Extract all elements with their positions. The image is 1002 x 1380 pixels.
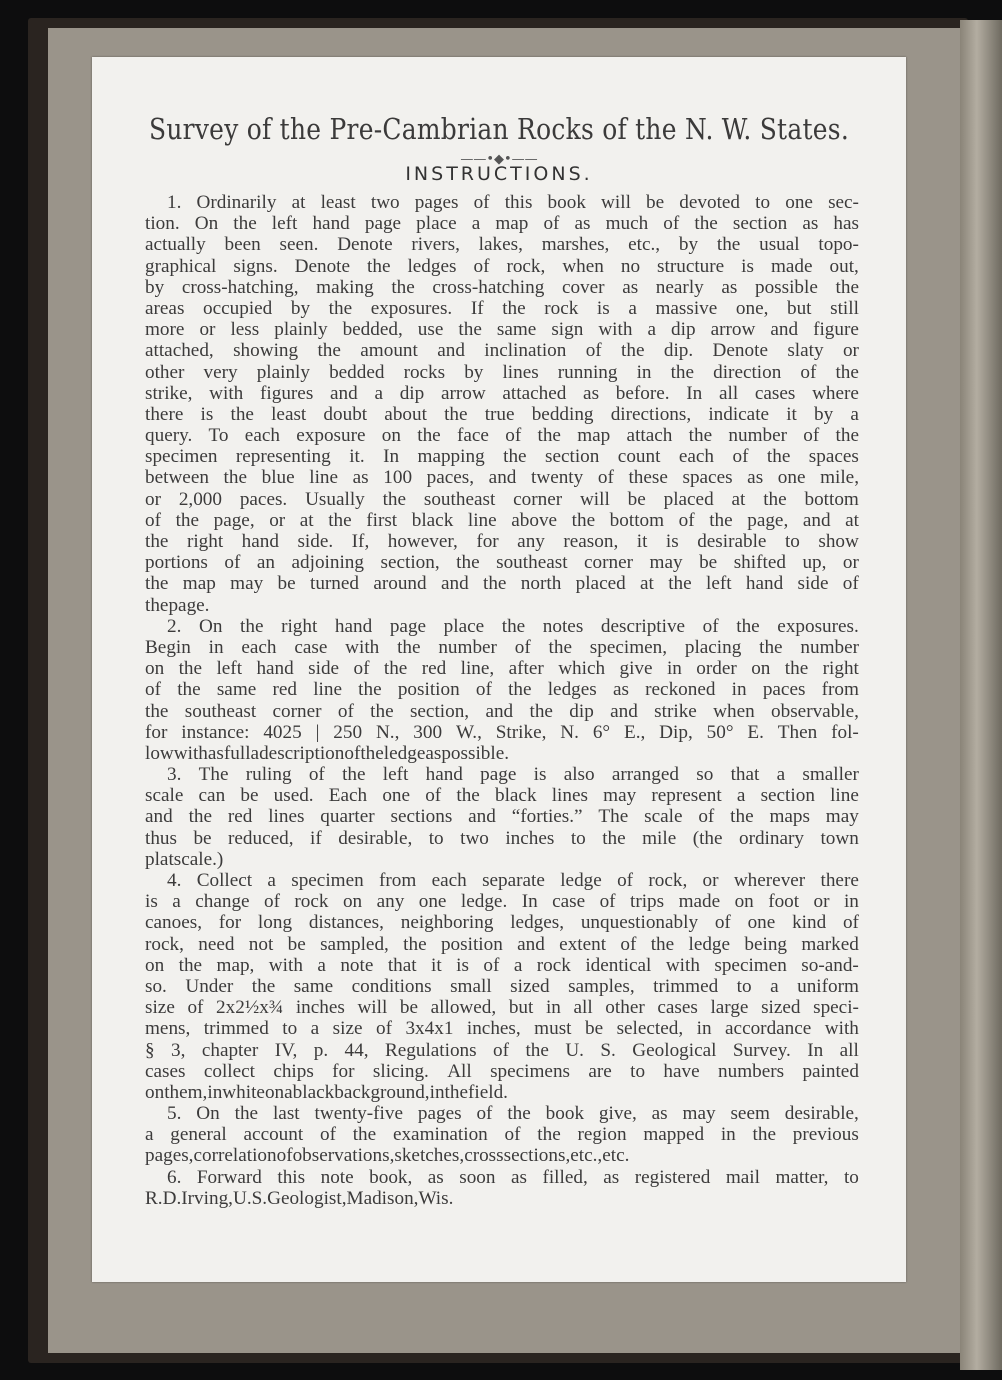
text-line: plat scale.) <box>145 848 224 870</box>
text-line: strike, with figures and a dip arrow attached as before. In all cases where <box>145 382 859 404</box>
text-line: low with as full a description of the ledge as possible. <box>145 742 510 764</box>
text-line: the map may be turned around and the north placed at the left hand side of <box>145 573 859 595</box>
instructions-body <box>145 192 859 1209</box>
text-line: of the page, or at the first black line above the bottom of the page, and at <box>145 509 859 531</box>
text-line: 1. Ordinarily at least two pages of this book will be devoted to one sec- <box>167 192 859 213</box>
text-line: of the same red line the position of the ledges as reckoned in paces from <box>145 679 859 701</box>
text-line: 5. On the last twenty-five pages of the book give, as may seem desirable, <box>167 1103 859 1125</box>
text-line: between the blue line as 100 paces, and twenty of these spaces as one mile, <box>145 467 859 489</box>
text-line: size of 2x2½x¾ inches will be allowed, but in all other cases large sized speci- <box>145 997 859 1019</box>
page-edges <box>960 20 1002 1370</box>
text-line: graphical signs. Denote the ledges of rock, when no structure is made out, <box>145 255 859 277</box>
text-line: the right hand side. If, however, for any reason, it is desirable to show <box>145 531 859 552</box>
text-line: other very plainly bedded rocks by lines running in the direction of the <box>145 361 859 383</box>
title-ornament: ——•◆•—— <box>460 152 538 167</box>
text-line: on them, in white on a black background, in the field. <box>145 1081 508 1103</box>
text-line: tion. On the left hand page place a map of as much of the section as has <box>145 213 859 235</box>
text-line: 2. On the right hand page place the notes descriptive of the exposures. <box>167 615 859 637</box>
text-line: a general account of the examination of the region mapped in the previous <box>145 1124 859 1146</box>
text-line: so. Under the same conditions small sized samples, trimmed to a uniform <box>145 975 859 997</box>
text-line: attached, showing the amount and inclination of the dip. Denote slaty or <box>145 340 859 362</box>
section-heading: INSTRUCTIONS. <box>405 163 593 185</box>
text-line: mens, trimmed to a size of 3x4x1 inches, must be selected, in accordance with <box>145 1018 859 1040</box>
text-line: 4. Collect a specimen from each separate ledge of rock, or wherever there <box>167 870 859 891</box>
text-line: is a change of rock on any one ledge. In case of trips made on foot or in <box>145 891 859 913</box>
text-line: on the map, with a note that it is of a rock identical with specimen so-and- <box>145 954 859 976</box>
text-line: by cross-hatching, making the cross-hatching cover as nearly as possible the <box>145 276 859 298</box>
text-line: for instance: 4025 | 250 N., 300 W., Strike, N. 6° E., Dip, 50° E. Then fol- <box>145 721 859 743</box>
text-line: cases collect chips for slicing. All specimens are to have numbers painted <box>145 1060 859 1082</box>
text-line: R. D. Irving, U. S. Geologist, Madison, Wis. <box>145 1187 454 1209</box>
text-line: more or less plainly bedded, use the same sign with a dip arrow and figure <box>145 319 859 341</box>
text-line: scale can be used. Each one of the black lines may represent a section line <box>145 785 859 807</box>
text-line: actually been seen. Denote rivers, lakes, marshes, etc., by the usual topo- <box>145 234 859 256</box>
text-line: canoes, for long distances, neighboring ledges, unquestionably of one kind of <box>145 912 859 934</box>
text-line: portions of an adjoining section, the southeast corner may be shifted up, or <box>145 552 859 574</box>
text-line: pages, correlation of observations, sketches, cross sections, etc., etc. <box>145 1145 630 1167</box>
text-line: or 2,000 paces. Usually the southeast corner will be placed at the bottom <box>145 488 859 510</box>
text-line: thus be reduced, if desirable, to two inches to the mile (the ordinary town <box>145 827 859 849</box>
text-line: the southeast corner of the section, and the dip and strike when observable, <box>145 700 859 722</box>
page-title: Survey of the Pre-Cambrian Rocks of the N. W. States. <box>148 112 850 146</box>
text-line: the page. <box>145 594 210 616</box>
text-line: rock, need not be sampled, the position and extent of the ledge being marked <box>145 933 859 955</box>
text-line: § 3, chapter IV, p. 44, Regulations of the U. S. Geological Survey. In all <box>145 1039 859 1061</box>
text-line: 3. The ruling of the left hand page is also arranged so that a smaller <box>167 764 859 786</box>
text-line: areas occupied by the exposures. If the rock is a massive one, but still <box>145 297 859 319</box>
text-line: Begin in each case with the number of the specimen, placing the number <box>145 636 859 658</box>
text-line: 6. Forward this note book, as soon as filled, as registered mail matter, to <box>167 1166 859 1188</box>
text-line: specimen representing it. In mapping the section count each of the spaces <box>145 446 859 468</box>
text-line: there is the least doubt about the true bedding directions, indicate it by a <box>145 403 859 425</box>
text-line: and the red lines quarter sections and “forties.” The scale of the maps may <box>145 806 859 828</box>
printed-page <box>92 57 906 1282</box>
text-line: on the left hand side of the red line, after which give in order on the right <box>145 658 859 680</box>
text-line: query. To each exposure on the face of the map attach the number of the <box>145 425 859 447</box>
